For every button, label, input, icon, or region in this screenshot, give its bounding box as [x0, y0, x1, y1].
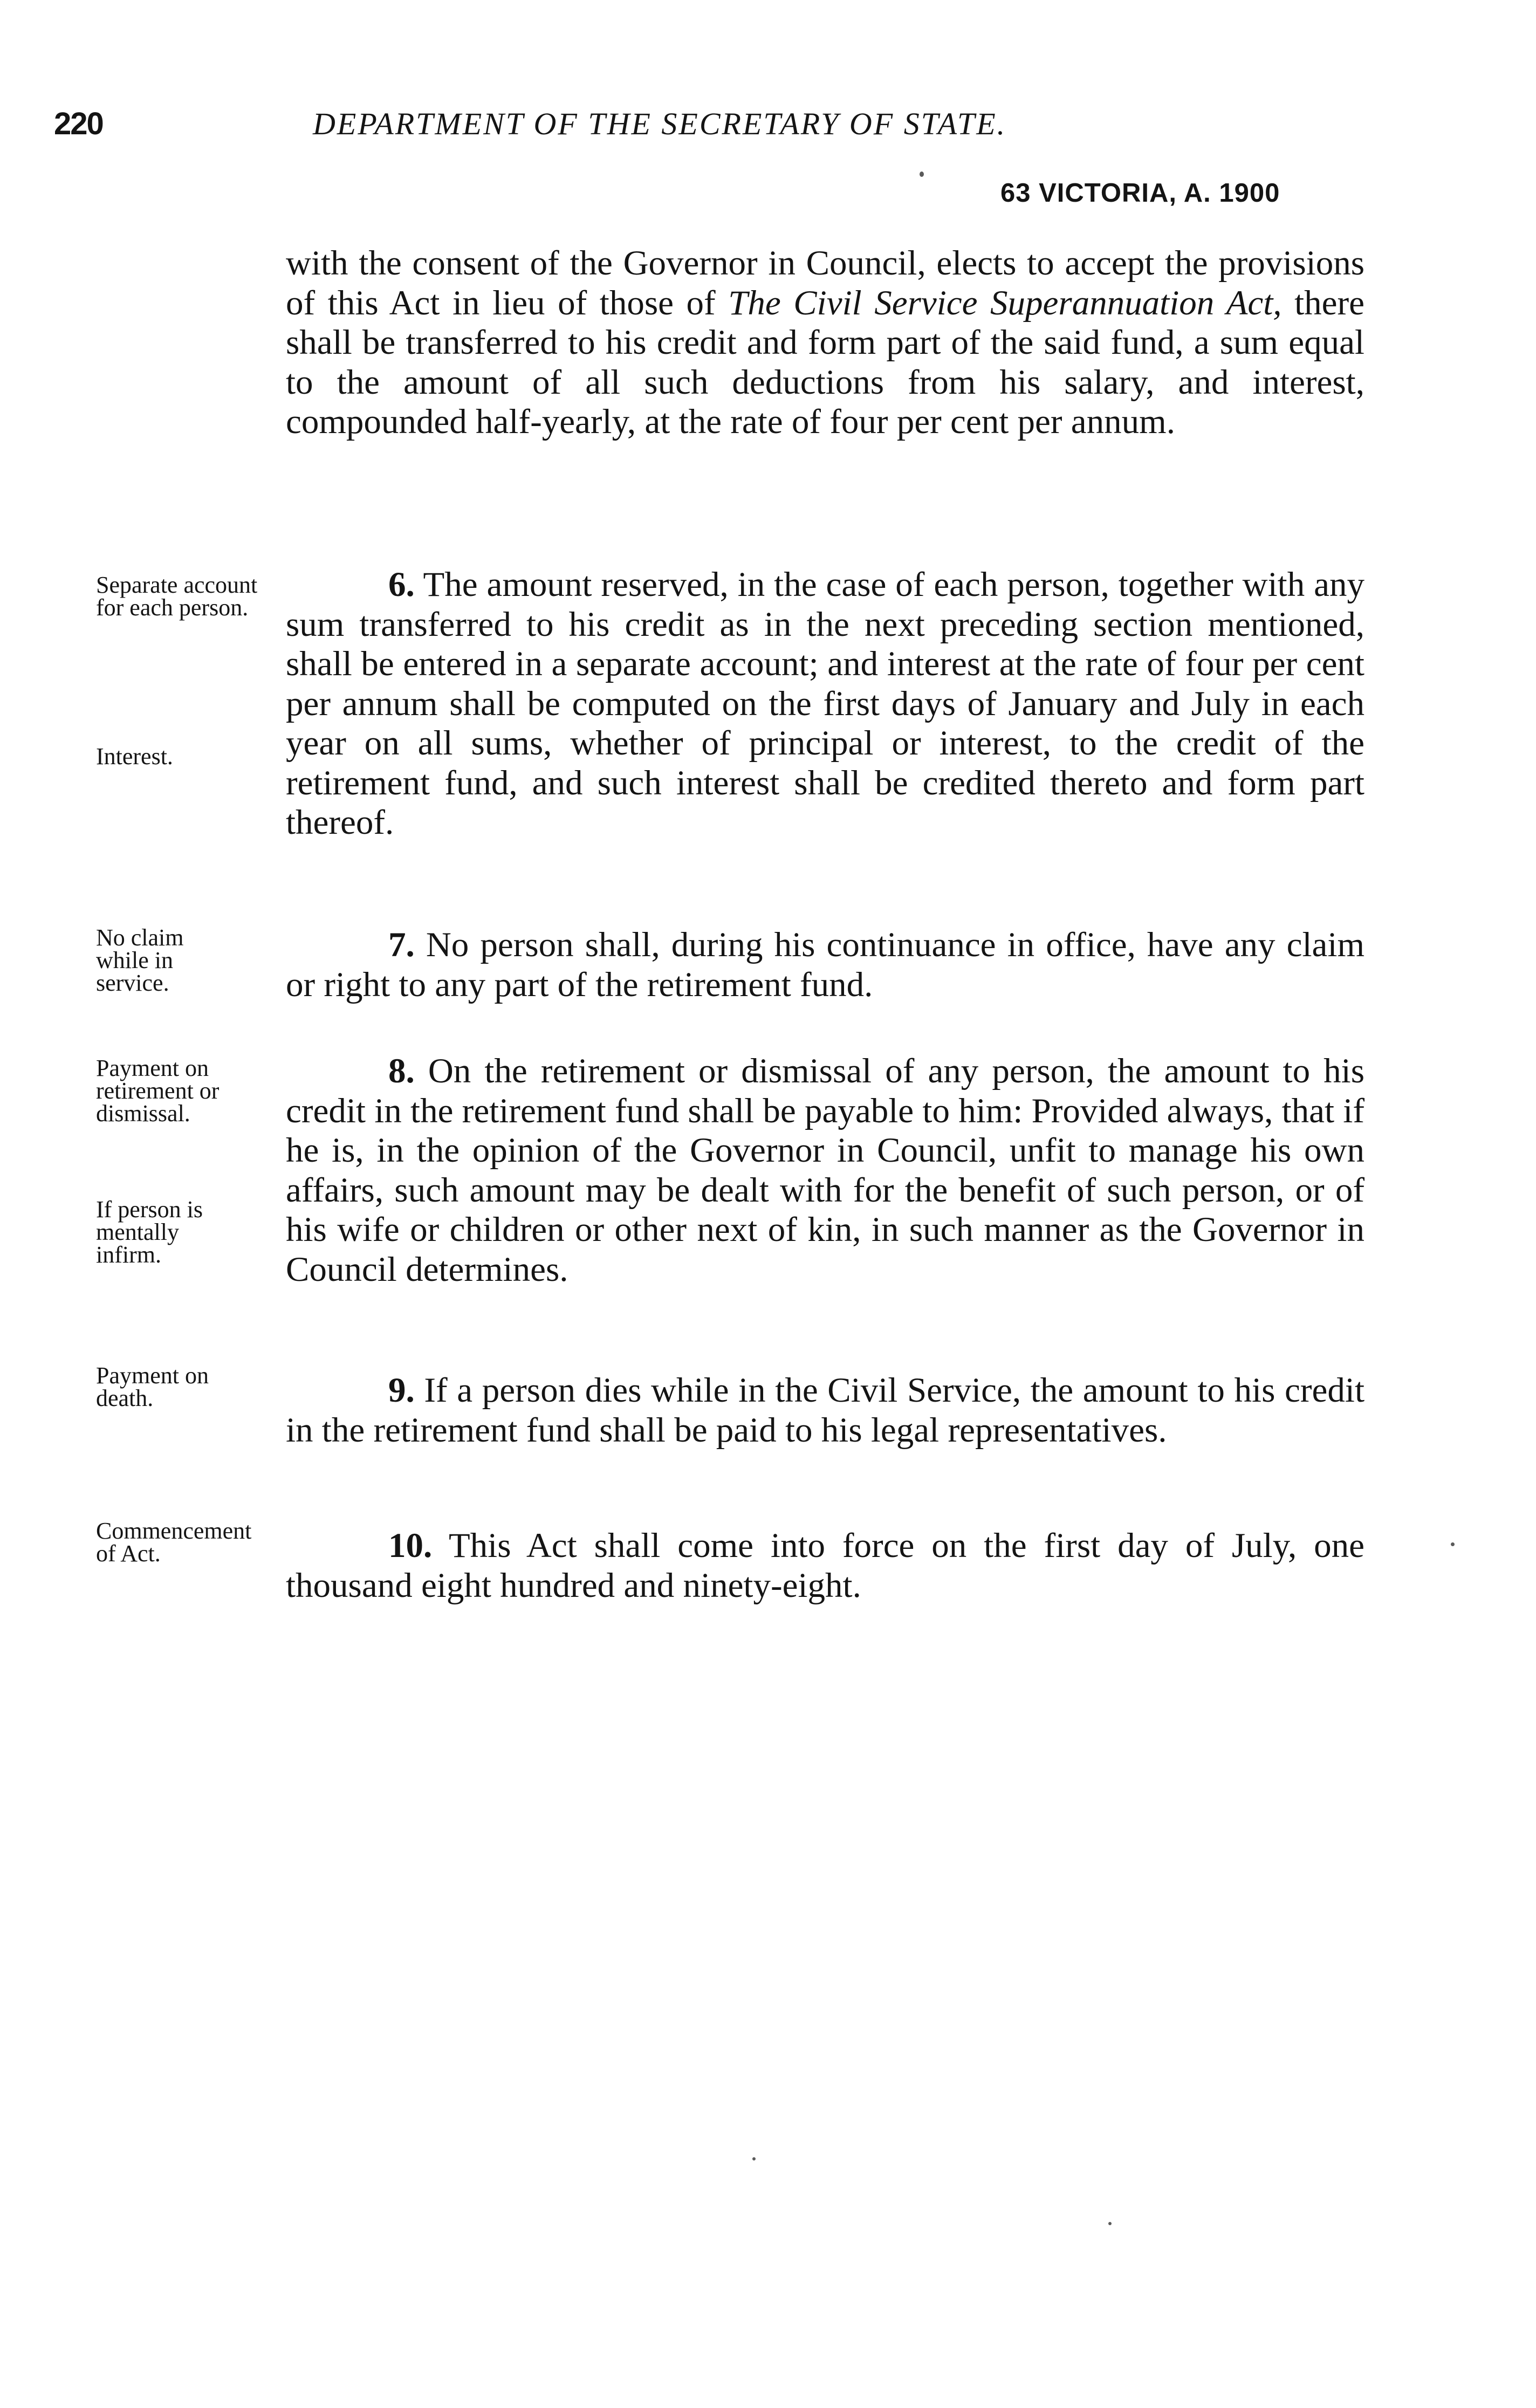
section-6 — [286, 565, 1364, 843]
margin-note-separate-account: Separate account for each person. — [96, 572, 258, 621]
running-head: DEPARTMENT OF THE SECRETARY OF STATE. — [313, 106, 1007, 141]
intro-text-end: there shall be transferred to his credit and form part of the said fund, a sum equal to the amount of all such deductions from his salary, and interest, compounded half-yearly, at the rate of four per cent per annum. — [286, 283, 1365, 441]
act-title: The Civil Service Superannuation Act, — [728, 283, 1282, 323]
scan-speck — [752, 2157, 756, 2160]
section-number: 9. — [388, 1371, 415, 1410]
section-number: 8. — [388, 1052, 415, 1090]
intro-text-start: with the consent of the Governor in Council, elects to accept the provisions of this Act in lieu of those of — [286, 244, 1364, 323]
section-number: 10. — [388, 1526, 433, 1565]
margin-note-no-claim: No claim while in service. — [96, 924, 184, 996]
section-text: This Act shall come into force on the first day of July, one thousand eight hundred and ninety-eight. — [286, 1526, 1364, 1605]
section-text: On the retirement or dismissal of any person, the amount to his credit in the retirement fund shall be payable to him: Provided always, that if he is, in the opinion of the Governor in Council, unfit to manage his own affairs, such amount may be dealt with for the benefit of such person, or of his wife or children or other next of kin, in such manner as the Governor in Council determines. — [286, 1052, 1365, 1289]
section-text: No person shall, during his continuance in office, have any claim or right to any part of the retirement fund. — [286, 925, 1365, 1004]
margin-note-mentally-infirm: If person is mentally infirm. — [96, 1196, 203, 1268]
margin-note-payment-on-death: Payment on death. — [96, 1362, 209, 1411]
session-label: 63 VICTORIA, A. 1900 — [1000, 179, 1280, 208]
margin-note-interest: Interest. — [96, 743, 173, 770]
scan-speck — [1451, 1542, 1455, 1546]
section-number: 6. — [388, 565, 415, 604]
section-10 — [286, 1526, 1364, 1606]
section-text: The amount reserved, in the case of each person, together with any sum transferred to his credit as in the next preceding section mentioned, shall be entered in a separate account; and interest at the rate of four per cent per annum shall be computed on the first days of January and July in each year on all sums, whether of principal or interest, to the credit of the retirement fund, and such interest shall be credited thereto and form part thereof. — [286, 565, 1364, 842]
section-number: 7. — [388, 925, 415, 964]
scan-speck — [1108, 2222, 1112, 2225]
scan-speck — [920, 171, 924, 177]
page-number: 220 — [54, 106, 103, 141]
section-9 — [286, 1371, 1364, 1450]
intro-paragraph — [286, 244, 1364, 442]
margin-note-payment-on-retirement: Payment on retirement or dismissal. — [96, 1055, 220, 1127]
page-header — [54, 106, 1435, 154]
section-7 — [286, 925, 1364, 1005]
margin-note-commencement: Commencement of Act. — [96, 1518, 252, 1567]
section-text: If a person dies while in the Civil Service, the amount to his credit in the retirement fund shall be paid to his legal representatives. — [286, 1371, 1365, 1450]
section-8 — [286, 1052, 1364, 1289]
